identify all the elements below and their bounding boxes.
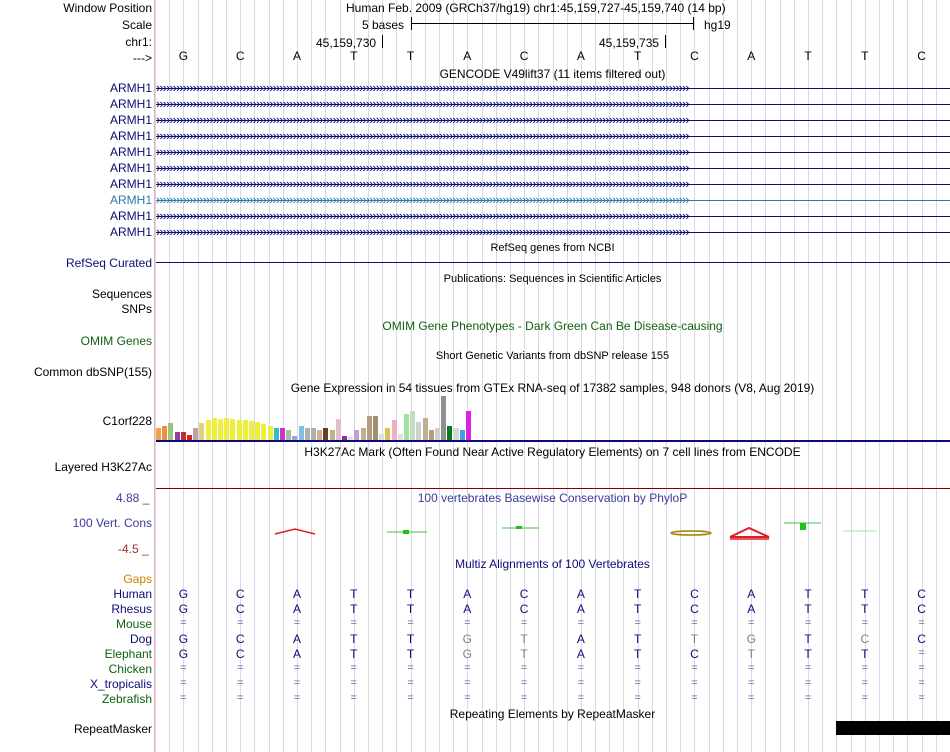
dbsnp-track-title[interactable]: Short Genetic Variants from dbSNP release 155 — [435, 350, 670, 362]
alignment-base: T — [406, 602, 415, 616]
alignment-base: = — [804, 662, 812, 674]
alignment-base: G — [178, 632, 189, 646]
gencode-track-title[interactable]: GENCODE V49lift37 (11 items filtered out) — [439, 67, 666, 81]
gencode-transcript[interactable]: ›››››››››››››››››››››››››››››››››››››››››››››››››››››››››››››››››››››››››››››››››››››››››››››››››››››››››››››››››››››››››››››››››››››››››››››››››››››››››››››››› — [156, 209, 689, 223]
gencode-transcript[interactable]: ›››››››››››››››››››››››››››››››››››››››››››››››››››››››››››››››››››››››››››››››››››››››››››››››››››››››››››››››››››››››››››››››››››››››››››››››››››››››››››››››› — [156, 129, 689, 143]
conservation-mark-3 — [403, 530, 409, 534]
refseq-track-label[interactable]: RefSeq Curated — [65, 256, 152, 270]
alignment-base: = — [861, 692, 869, 704]
base-letter: T — [861, 49, 869, 63]
gtex-tissue-bar[interactable] — [181, 432, 186, 440]
alignment-base: A — [576, 602, 585, 616]
position-left-tick — [382, 35, 383, 48]
alignment-base: = — [577, 662, 585, 674]
gtex-gene-baseline — [156, 440, 950, 442]
alignment-base: C — [235, 632, 245, 646]
alignment-base: A — [292, 632, 301, 646]
alignment-base: = — [861, 617, 869, 629]
alignment-base: C — [917, 587, 926, 601]
gtex-tissue-bar[interactable] — [392, 420, 397, 440]
gtex-tissue-bar[interactable] — [429, 430, 434, 440]
gtex-tissue-bar[interactable] — [249, 421, 254, 440]
gtex-tissue-bar[interactable] — [299, 426, 304, 440]
gtex-tissue-bar[interactable] — [156, 428, 161, 440]
alignment-base: = — [293, 617, 301, 629]
base-letter: T — [350, 49, 358, 63]
alignment-base: G — [178, 602, 189, 616]
alignment-base: = — [293, 662, 301, 674]
gtex-tissue-bar[interactable] — [175, 432, 180, 440]
alignment-base: T — [634, 602, 642, 616]
gtex-tissue-bar[interactable] — [361, 428, 366, 440]
gtex-tissue-bar[interactable] — [243, 420, 248, 440]
alignment-base: C — [519, 587, 529, 601]
publications-label-sequences[interactable]: Sequences — [91, 287, 152, 301]
alignment-base: = — [520, 692, 528, 704]
base-letter: C — [235, 49, 245, 63]
gencode-gene-label[interactable]: ARMH1 — [109, 177, 152, 191]
arrow-label[interactable]: ---> — [133, 51, 152, 65]
base-letter: A — [292, 49, 301, 63]
scale-bar-tick-right — [693, 17, 694, 30]
dbsnp-track-label[interactable]: Common dbSNP(155) — [33, 365, 152, 379]
h3k27ac-track-title[interactable]: H3K27Ac Mark (Often Found Near Active Regulatory Elements) on 7 cell lines from ENCODE — [304, 445, 801, 459]
alignment-base: = — [918, 647, 925, 659]
gencode-gene-label[interactable]: ARMH1 — [109, 209, 152, 223]
gtex-tissue-bar[interactable] — [255, 422, 260, 440]
alignment-base: = — [236, 617, 244, 629]
alignment-base: T — [690, 632, 699, 646]
gtex-tissue-bar[interactable] — [435, 428, 440, 440]
conservation-plot[interactable] — [155, 512, 950, 547]
conservation-max-label: 4.88 _ — [116, 491, 150, 505]
conservation-mark-7 — [730, 528, 769, 537]
alignment-base: T — [406, 587, 415, 601]
chrom-label[interactable]: chr1: — [125, 35, 152, 49]
gtex-bar-chart[interactable] — [156, 396, 950, 440]
alignment-base: A — [463, 602, 472, 616]
alignment-base: A — [576, 647, 585, 661]
publications-label-snps[interactable]: SNPs — [121, 302, 152, 316]
alignment-base: = — [520, 677, 528, 689]
gtex-tissue-bar[interactable] — [206, 420, 211, 440]
alignment-base: = — [804, 677, 812, 689]
alignment-base: A — [292, 602, 301, 616]
alignment-base: = — [350, 662, 357, 674]
alignment-base: = — [634, 692, 641, 704]
gtex-tissue-bar[interactable] — [162, 426, 167, 440]
gtex-tissue-bar[interactable] — [466, 411, 471, 440]
alignment-base: T — [350, 632, 358, 646]
alignment-base: = — [691, 617, 698, 629]
alignment-base: = — [804, 692, 812, 704]
alignment-base: = — [464, 692, 471, 704]
alignment-base: = — [464, 662, 471, 674]
alignment-base: = — [407, 662, 414, 674]
alignment-base: = — [407, 617, 414, 629]
alignment-base: = — [350, 617, 357, 629]
gaps-label[interactable]: Gaps — [123, 572, 152, 586]
gtex-tissue-bar[interactable] — [274, 428, 279, 440]
base-letter: A — [576, 49, 585, 63]
alignment-base: = — [634, 677, 641, 689]
alignment-base: T — [520, 647, 528, 661]
gtex-tissue-bar[interactable] — [212, 418, 217, 440]
conservation-mark-1 — [275, 529, 315, 534]
gtex-tissue-bar[interactable] — [367, 416, 372, 440]
alignment-base: = — [180, 677, 187, 689]
alignment-base: A — [747, 587, 756, 601]
alignment-base: G — [746, 632, 756, 646]
base-letter: C — [519, 49, 529, 63]
gtex-tissue-bar[interactable] — [317, 430, 322, 440]
gtex-tissue-bar[interactable] — [268, 426, 273, 440]
alignment-base: = — [464, 617, 471, 629]
assembly-position-text[interactable]: Human Feb. 2009 (GRCh37/hg19) chr1:45,159,727-45,159,740 (14 bp) — [346, 1, 726, 15]
gtex-tissue-bar[interactable] — [336, 419, 341, 440]
alignment-base: T — [350, 647, 358, 661]
species-label[interactable]: Rhesus — [111, 602, 152, 616]
h3k27ac-baseline — [156, 488, 950, 489]
alignment-base: G — [462, 632, 472, 646]
conservation-mark-6 — [671, 531, 711, 535]
alignment-base: C — [690, 602, 699, 616]
alignment-base: C — [519, 602, 529, 616]
gtex-tissue-bar[interactable] — [373, 416, 378, 440]
alignment-base: = — [236, 662, 244, 674]
species-label[interactable]: Dog — [129, 632, 152, 646]
scale-bar-text: 5 bases — [362, 18, 405, 32]
alignment-base: A — [747, 602, 756, 616]
species-label[interactable]: Chicken — [108, 662, 152, 676]
alignment-base: C — [690, 647, 699, 661]
window-position-label[interactable]: Window Position — [63, 1, 152, 15]
gencode-gene-label[interactable]: ARMH1 — [109, 129, 152, 143]
base-sequence[interactable] — [0, 49, 950, 65]
gtex-tissue-bar[interactable] — [416, 422, 421, 440]
repeatmasker-element[interactable] — [836, 721, 950, 735]
repeatmasker-track-title[interactable]: Repeating Elements by RepeatMasker — [449, 707, 656, 721]
alignment-base: T — [861, 602, 869, 616]
species-label[interactable]: Zebrafish — [101, 692, 152, 706]
alignment-base: = — [407, 677, 414, 689]
base-letter: T — [634, 49, 642, 63]
conservation-mark-10 — [800, 523, 806, 530]
gtex-tissue-bar[interactable] — [305, 428, 310, 440]
gtex-tissue-bar[interactable] — [454, 428, 459, 440]
alignment-base: = — [236, 692, 244, 704]
alignment-base: T — [804, 647, 812, 661]
alignment-base: = — [691, 677, 698, 689]
alignment-base: = — [691, 692, 698, 704]
conservation-track-title[interactable]: 100 vertebrates Basewise Conservation by PhyloP — [417, 491, 688, 505]
refseq-track-title[interactable]: RefSeq genes from NCBI — [490, 242, 615, 254]
gtex-tissue-bar[interactable] — [460, 430, 465, 440]
alignment-base: C — [235, 587, 245, 601]
alignment-base: A — [292, 587, 301, 601]
conservation-track-label[interactable]: 100 Vert. Cons — [72, 516, 152, 530]
gencode-transcript[interactable]: ›››››››››››››››››››››››››››››››››››››››››››››››››››››››››››››››››››››››››››››››››››››››››››››››››››››››››››››››››››››››››››››››››››››››››››››››››››››››››››››››› — [156, 81, 689, 95]
alignment-base: A — [292, 647, 301, 661]
alignment-base: = — [236, 677, 244, 689]
gencode-transcript[interactable]: ›››››››››››››››››››››››››››››››››››››››››››››››››››››››››››››››››››››››››››››››››››››››››››››››››››››››››››››››››››››››››››››››››››››››››››››››››››››››››››››››› — [156, 177, 689, 191]
alignment-base: T — [747, 647, 755, 661]
gencode-gene-label[interactable]: ARMH1 — [109, 193, 152, 207]
alignment-base: T — [861, 647, 869, 661]
conservation-mark-5 — [516, 526, 522, 529]
gencode-transcript[interactable]: ›››››››››››››››››››››››››››››››››››››››››››››››››››››››››››››››››››››››››››››››››››››››››››››››››››››››››››››››››››››››››››››››››››››››››››››››››››››››››››››››› — [156, 161, 689, 175]
gtex-tissue-bar[interactable] — [193, 428, 198, 440]
base-letter: C — [690, 49, 699, 63]
alignment-base: = — [520, 617, 528, 629]
alignment-base: T — [350, 602, 358, 616]
gencode-transcript[interactable]: ›››››››››››››››››››››››››››››››››››››››››››››››››››››››››››››››››››››››››››››››››››››››››››››››››››››››››››››››››››››››››››››››››››››››››››››››››››››››››››››››› — [156, 193, 689, 207]
alignment-base: = — [180, 617, 187, 629]
alignment-base: = — [180, 692, 187, 704]
alignment-base: T — [804, 632, 812, 646]
alignment-base: T — [520, 632, 528, 646]
gtex-tissue-bar[interactable] — [410, 411, 415, 440]
alignment-base: = — [861, 662, 869, 674]
alignment-base: T — [406, 632, 415, 646]
position-left: 45,159,730 — [316, 36, 377, 50]
h3k27ac-track-label[interactable]: Layered H3K27Ac — [54, 460, 152, 474]
repeatmasker-track-label[interactable]: RepeatMasker — [73, 722, 152, 736]
base-letter: A — [747, 49, 756, 63]
alignment-base: = — [748, 692, 755, 704]
gtex-track-title[interactable]: Gene Expression in 54 tissues from GTEx RNA-seq of 17382 samples, 948 donors (V8, Aug 2019) — [290, 381, 815, 395]
alignment-base: = — [748, 662, 755, 674]
scale-bar — [411, 23, 694, 24]
alignment-base: T — [634, 587, 642, 601]
alignment-base: A — [576, 587, 585, 601]
gtex-tissue-bar[interactable] — [261, 424, 266, 440]
omim-track-title[interactable]: OMIM Gene Phenotypes - Dark Green Can Be Disease-causing — [382, 319, 723, 333]
scale-label[interactable]: Scale — [121, 18, 152, 32]
alignment-base: = — [634, 617, 641, 629]
alignment-base: = — [691, 662, 698, 674]
species-label[interactable]: X_tropicalis — [89, 677, 152, 691]
gtex-tissue-bar[interactable] — [441, 396, 446, 440]
gtex-tissue-bar[interactable] — [237, 420, 242, 440]
alignment-base: = — [293, 677, 301, 689]
gtex-tissue-bar[interactable] — [224, 418, 229, 440]
species-label[interactable]: Elephant — [104, 647, 152, 661]
alignment-base: = — [577, 677, 585, 689]
alignment-base: T — [350, 587, 358, 601]
conservation-min-label: -4.5 _ — [118, 542, 149, 556]
alignment-base: C — [917, 602, 926, 616]
alignment-base: C — [860, 632, 870, 646]
alignment-base: = — [520, 662, 528, 674]
alignment-base: = — [350, 692, 357, 704]
alignment-base: A — [463, 587, 472, 601]
alignment-base: T — [634, 632, 642, 646]
gtex-tissue-bar[interactable] — [423, 418, 428, 440]
alignment-base: = — [350, 677, 357, 689]
gencode-gene-label[interactable]: ARMH1 — [109, 161, 152, 175]
multiz-track-title[interactable]: Multiz Alignments of 100 Vertebrates — [455, 557, 650, 571]
gtex-tissue-bar[interactable] — [311, 428, 316, 440]
label-divider[interactable] — [154, 0, 155, 752]
position-right: 45,159,735 — [599, 36, 660, 50]
alignment-base: T — [804, 602, 812, 616]
scale-db-text: hg19 — [704, 18, 731, 32]
alignment-base: = — [918, 617, 925, 629]
position-right-tick — [665, 35, 666, 48]
gtex-tissue-bar[interactable] — [323, 428, 328, 440]
gencode-gene-label[interactable]: ARMH1 — [109, 145, 152, 159]
species-label[interactable]: Mouse — [115, 617, 152, 631]
alignment-base: G — [178, 587, 189, 601]
alignment-base: C — [690, 587, 699, 601]
alignment-base: = — [577, 617, 585, 629]
gtex-tissue-bar[interactable] — [280, 428, 285, 440]
alignment-base: = — [804, 617, 812, 629]
alignment-base: = — [634, 662, 641, 674]
gencode-transcript[interactable]: ›››››››››››››››››››››››››››››››››››››››››››››››››››››››››››››››››››››››››››››››››››››››››››››››››››››››››››››››››››››››››››››››››››››››››››››››››››››››››››››››› — [156, 145, 689, 159]
alignment-base: = — [293, 692, 301, 704]
gtex-tissue-bar[interactable] — [330, 430, 335, 440]
base-letter: T — [406, 49, 415, 63]
alignment-base: T — [804, 587, 812, 601]
gtex-tissue-bar[interactable] — [286, 430, 291, 440]
gencode-gene-label[interactable]: ARMH1 — [109, 113, 152, 127]
gencode-transcript[interactable]: ›››››››››››››››››››››››››››››››››››››››››››››››››››››››››››››››››››››››››››››››››››››››››››››››››››››››››››››››››››››››››››››››››››››››››››››››››››››››››››››››› — [156, 113, 689, 127]
omim-track-label[interactable]: OMIM Genes — [80, 334, 152, 348]
gtex-tissue-bar[interactable] — [354, 430, 359, 440]
refseq-gene-line[interactable] — [156, 262, 950, 263]
alignment-base: = — [918, 662, 925, 674]
gtex-tissue-bar[interactable] — [168, 423, 173, 440]
alignment-base: T — [406, 647, 415, 661]
alignment-base: = — [918, 677, 925, 689]
alignment-base: C — [235, 602, 245, 616]
gtex-tissue-bar[interactable] — [385, 428, 390, 440]
alignment-base: = — [464, 677, 471, 689]
gtex-tissue-bar[interactable] — [447, 426, 452, 440]
gtex-tissue-bar[interactable] — [199, 423, 204, 440]
species-label[interactable]: Human — [113, 587, 152, 601]
alignment-base: = — [407, 692, 414, 704]
gtex-track-label[interactable]: C1orf228 — [102, 414, 152, 428]
gtex-tissue-bar[interactable] — [230, 419, 235, 440]
alignment-base: = — [180, 662, 187, 674]
alignment-base: A — [576, 632, 585, 646]
gencode-gene-label[interactable]: ARMH1 — [109, 225, 152, 239]
alignment-base: = — [577, 692, 585, 704]
base-letter: T — [804, 49, 812, 63]
alignment-base: T — [861, 587, 869, 601]
gtex-tissue-bar[interactable] — [218, 419, 223, 440]
base-letter: C — [917, 49, 926, 63]
alignment-base: = — [861, 677, 869, 689]
alignment-base: = — [918, 692, 925, 704]
alignment-base: C — [235, 647, 245, 661]
publications-track-title[interactable]: Publications: Sequences in Scientific Articles — [443, 273, 662, 285]
alignment-base: C — [917, 632, 926, 646]
alignment-base: G — [462, 647, 472, 661]
base-letter: A — [463, 49, 472, 63]
base-letter: G — [178, 49, 189, 63]
alignment-base: = — [748, 617, 755, 629]
alignment-base: T — [634, 647, 642, 661]
gencode-gene-label[interactable]: ARMH1 — [109, 97, 152, 111]
gencode-gene-label[interactable]: ARMH1 — [109, 81, 152, 95]
gencode-transcript[interactable]: ›››››››››››››››››››››››››››››››››››››››››››››››››››››››››››››››››››››››››››››››››››››››››››››››››››››››››››››››››››››››››››››››››››››››››››››››››››››››››››››››› — [156, 225, 689, 239]
alignment-base: = — [748, 677, 755, 689]
alignment-base: G — [178, 647, 189, 661]
gencode-transcript[interactable]: ›››››››››››››››››››››››››››››››››››››››››››››››››››››››››››››››››››››››››››››››››››››››››››››››››››››››››››››››››››››››››››››››››››››››››››››››››››››››››››››››› — [156, 97, 689, 111]
gtex-tissue-bar[interactable] — [404, 414, 409, 440]
